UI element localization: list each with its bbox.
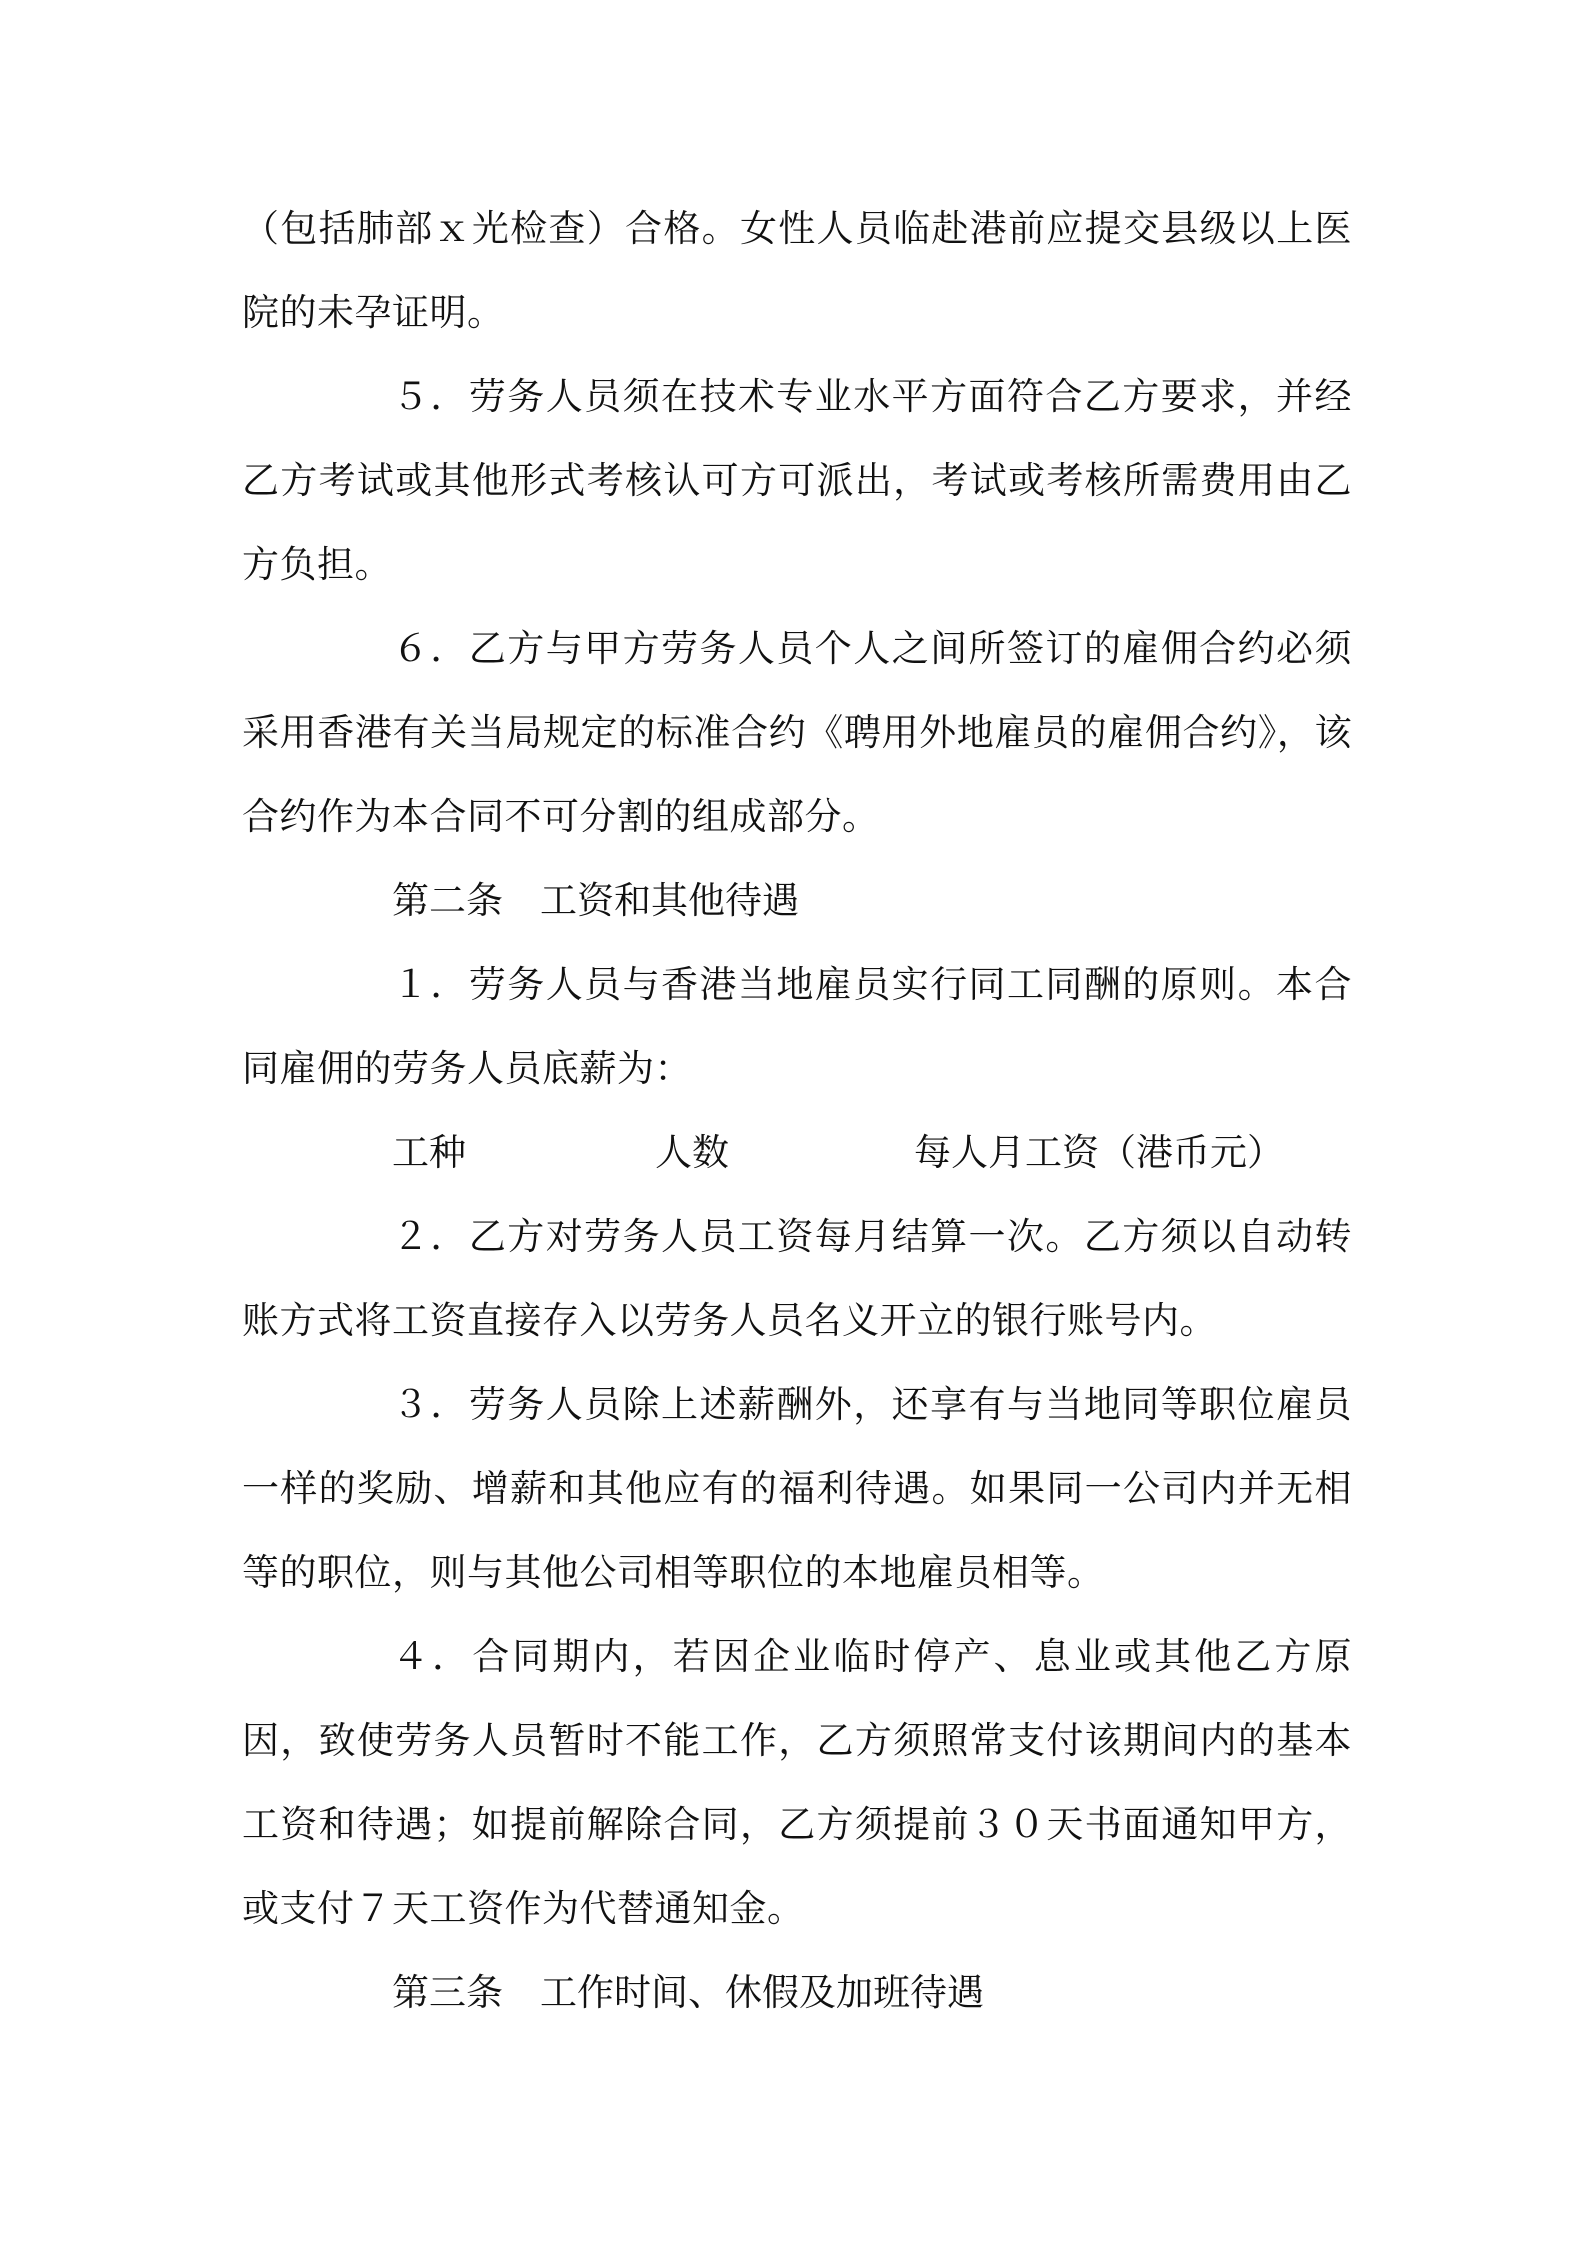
column-header-monthly-wage: 每人月工资（港币元）	[914, 1131, 1284, 1174]
wage-table-header	[242, 1111, 1352, 1195]
paragraph-wage-clause-3: ３．劳务人员除上述薪酬外，还享有与当地同等职位雇员一样的奖励、增薪和其他应有的福利待遇。如果同一公司内并无相等的职位，则与其他公司相等职位的本地雇员相等。	[242, 1383, 1352, 1594]
section-heading-article-3: 第三条 工作时间、休假及加班待遇	[392, 1971, 984, 2014]
document-body	[242, 187, 1352, 2035]
paragraph-clause-5: ５．劳务人员须在技术专业水平方面符合乙方要求，并经乙方考试或其他形式考核认可方可派出，考试或考核所需费用由乙方负担。	[242, 375, 1352, 586]
paragraph-wage-clause-1: １．劳务人员与香港当地雇员实行同工同酬的原则。本合同雇佣的劳务人员底薪为：	[242, 963, 1352, 1090]
column-header-headcount: 人数	[655, 1131, 729, 1174]
paragraph-clause-6: ６．乙方与甲方劳务人员个人之间所签订的雇佣合约必须采用香港有关当局规定的标准合约《聘用外地雇员的雇佣合约》，该合约作为本合同不可分割的组成部分。	[242, 627, 1352, 838]
paragraph-medical-requirement: （包括肺部ｘ光检查）合格。女性人员临赴港前应提交县级以上医院的未孕证明。	[242, 207, 1352, 334]
column-header-job-type: 工种	[392, 1131, 466, 1174]
paragraph-wage-clause-2: ２．乙方对劳务人员工资每月结算一次。乙方须以自动转账方式将工资直接存入以劳务人员名义开立的银行账号内。	[242, 1215, 1352, 1342]
paragraph-wage-clause-4: ４．合同期内，若因企业临时停产、息业或其他乙方原因，致使劳务人员暂时不能工作，乙方须照常支付该期间内的基本工资和待遇；如提前解除合同，乙方须提前３０天书面通知甲方，或支付７天工资作为代替通知金。	[242, 1635, 1352, 1930]
section-heading-article-2: 第二条 工资和其他待遇	[392, 879, 799, 922]
